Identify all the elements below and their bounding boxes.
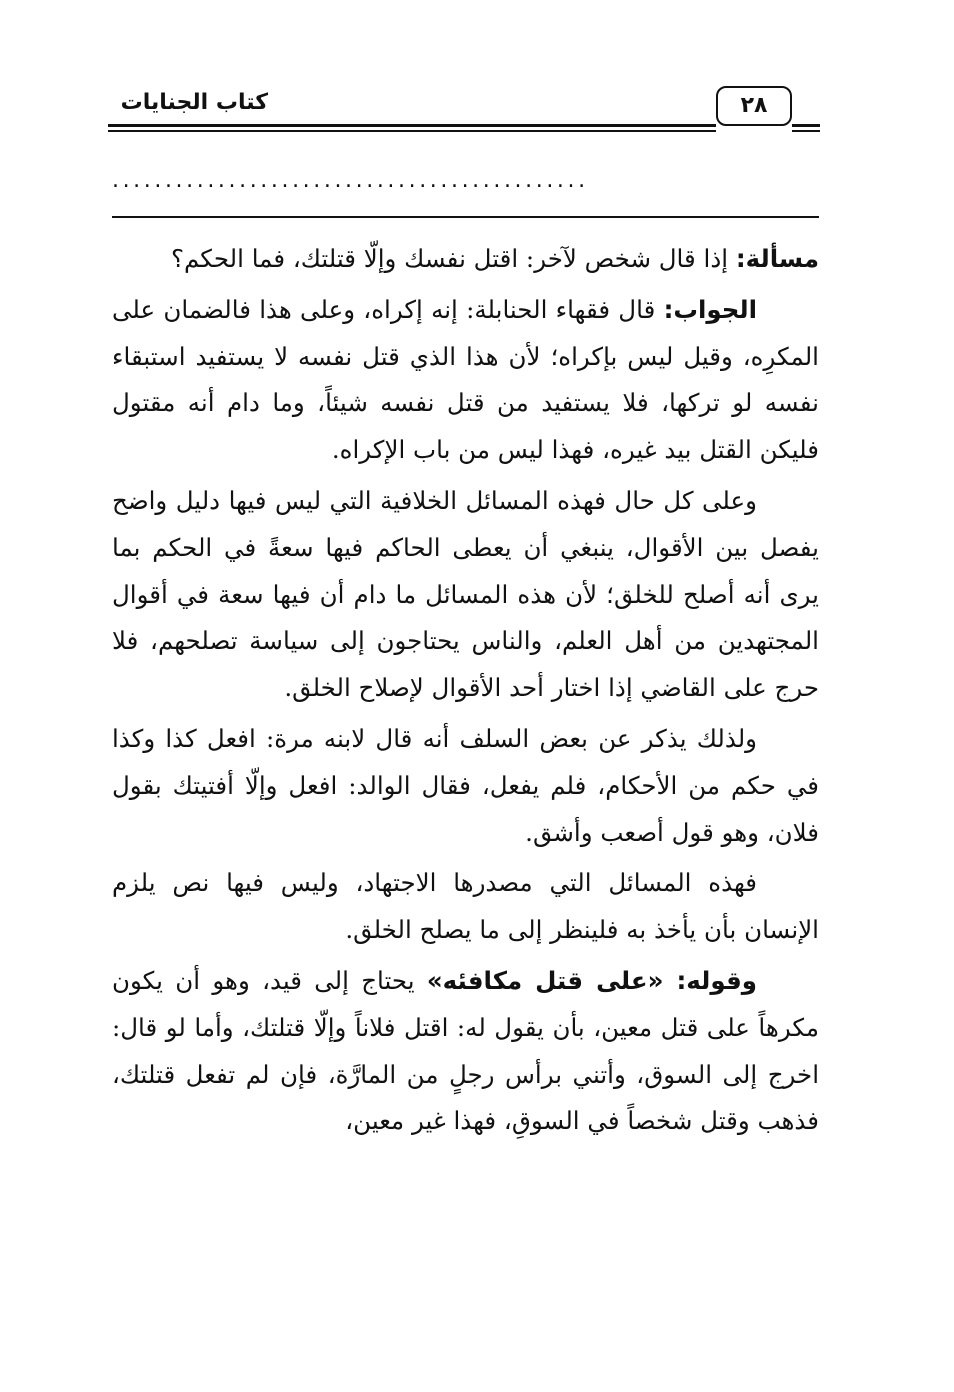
paragraph-question [112, 236, 819, 283]
header-rule-thin [108, 130, 716, 132]
paragraph-5: فهذه المسائل التي مصدرها الاجتهاد، وليس فيها نص يلزم الإنسان بأن يأخذ به فلينظر إلى ما يصلح الخلق. [112, 868, 819, 945]
book-title: كتاب الجنايات [120, 90, 268, 115]
question-text: إذا قال شخص لآخر: اقتل نفسك وإلّا قتلتك، فما الحكم؟ [170, 244, 736, 273]
header-rule-right-thin [792, 130, 820, 132]
page-body [112, 236, 819, 1149]
quote-text: يحتاج إلى قيد، وهو أن يكون مكرهاً على قتل معين، بأن يقول له: اقتل فلاناً وإلّا قتلتك، وأما لو قال: اخرج إلى السوق، وأتني برأس رجلٍ من المارَّة، فإن لم تفعل قتلتك، فذهب وقتل شخصاً في السوقِ، فهذا غير معين، [112, 965, 819, 1136]
answer-text: قال فقهاء الحنابلة: إنه إكراه، وعلى هذا فالضمان على المكرِه، وقيل ليس بإكراه؛ لأن هذا الذي قتل نفسه لا يستفيد استبقاء نفسه لو تركها، فلا يستفيد من قتل نفسه شيئاً، وما دام أنه مقتول فليكن القتل بيد غيره، فهذا ليس من باب الإكراه. [112, 294, 819, 465]
question-term: مسألة: [735, 244, 819, 273]
separator-line [112, 216, 819, 218]
page-number: ٢٨ [716, 86, 792, 126]
paragraph-6 [112, 958, 819, 1145]
paragraph-3: وعلى كل حال فهذه المسائل الخلافية التي ليس فيها دليل واضح يفصل بين الأقوال، ينبغي أن يعطى الحاكم فيها سعةً في الحكم بما يرى أنه أصلح للخلق؛ لأن هذه المسائل ما دام أن فيها سعة في أقوال المجتهدين من أهل العلم، والناس يحتاجون إلى سياسة تصلحهم، فلا حرج على القاضي إذا اختار أحد الأقوال لإصلاح الخلق. [112, 485, 819, 703]
page-header [0, 0, 954, 140]
dotted-separator: ............................................. [112, 168, 589, 193]
quote-term: وقوله: «على قتل مكافئه» [426, 965, 757, 995]
header-rule-right-thick [792, 124, 820, 127]
paragraph-answer [112, 287, 819, 474]
answer-term: الجواب: [663, 294, 757, 324]
paragraph-4: ولذلك يذكر عن بعض السلف أنه قال لابنه مرة: افعل كذا وكذا في حكم من الأحكام، فلم يفعل، فقال الوالد: افعل وإلّا أفتيتك بقول فلان، وهو قول أصعب وأشق. [112, 723, 819, 847]
header-rule-thick [108, 124, 716, 127]
